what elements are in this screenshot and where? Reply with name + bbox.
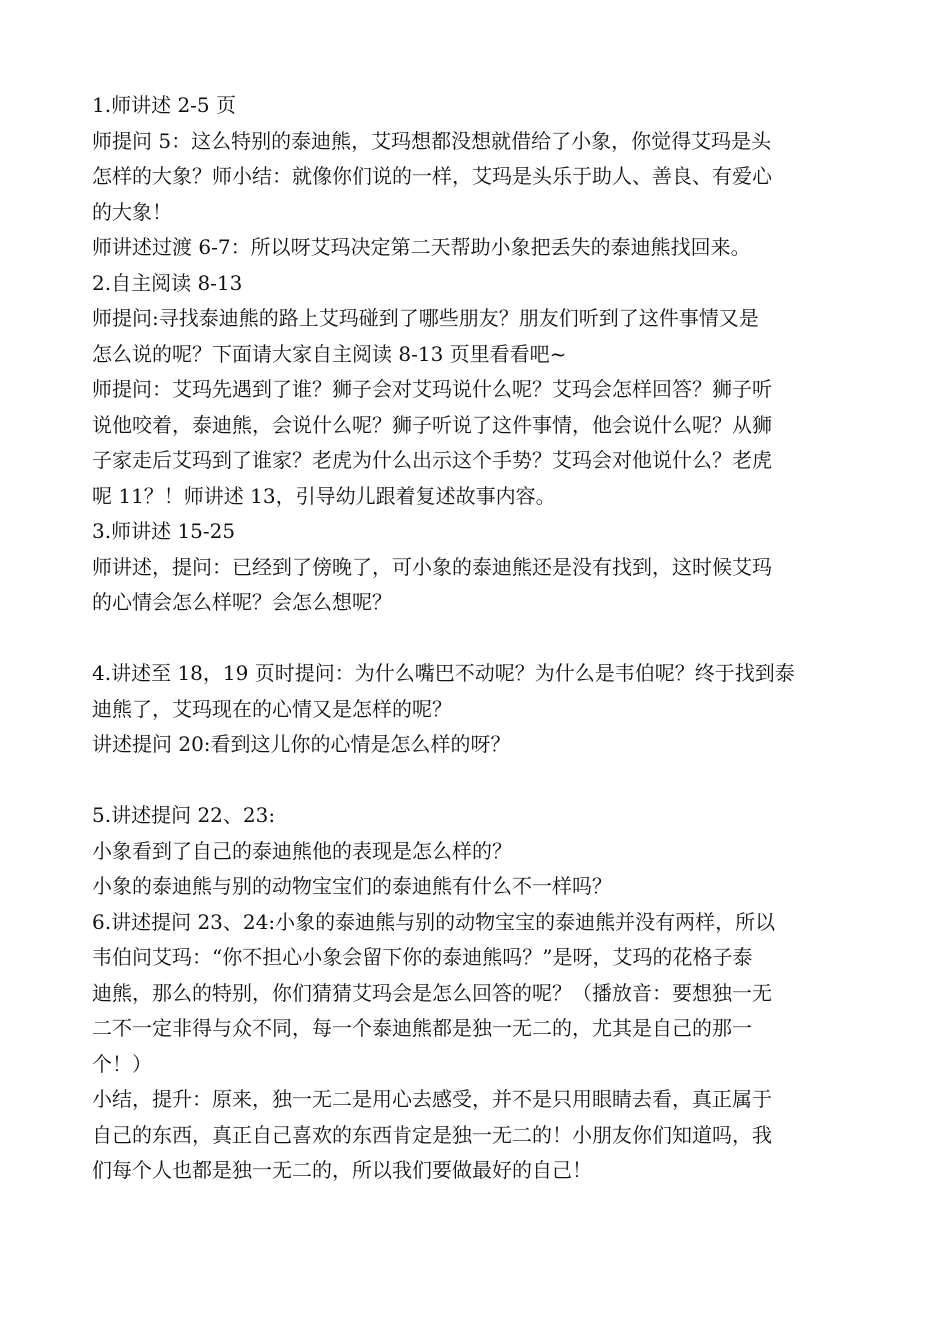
text-line: 迪熊了，艾玛现在的心情又是怎样的呢？ <box>92 696 452 721</box>
text-line: 自己的东西，真正自己喜欢的东西肯定是独一无二的！小朋友你们知道吗，我 <box>92 1122 772 1147</box>
text-line: 的大象！ <box>92 199 172 224</box>
paragraph <box>92 550 882 621</box>
text-line: 3.师讲述 15-25 <box>92 519 236 543</box>
text-line: 师提问：艾玛先遇到了谁？狮子会对艾玛说什么呢？艾玛会怎样回答？狮子听 <box>92 377 772 401</box>
paragraph <box>92 230 882 266</box>
blank-line <box>92 621 882 657</box>
text-line: 师讲述，提问：已经到了傍晚了，可小象的泰迪熊还是没有找到，这时候艾玛 <box>92 554 772 579</box>
text-line: 个！） <box>92 1051 152 1076</box>
text-line: 4.讲述至 18，19 页时提问：为什么嘴巴不动呢？为什么是韦伯呢？终于找到泰 <box>92 661 795 685</box>
text-line: 师提问:寻找泰迪熊的路上艾玛碰到了哪些朋友？朋友们听到了这件事情又是 <box>92 306 759 330</box>
paragraph <box>92 656 882 727</box>
paragraph <box>92 869 882 905</box>
paragraph <box>92 905 882 1083</box>
text-line: 二不一定非得与众不同，每一个泰迪熊都是独一无二的，尤其是自己的那一 <box>92 1016 752 1040</box>
text-line: 的心情会怎么样呢？会怎么想呢？ <box>92 590 392 614</box>
blank-line <box>92 763 882 799</box>
text-line: 怎么说的呢？下面请大家自主阅读 8-13 页里看看吧~ <box>92 341 567 366</box>
paragraph <box>92 727 882 763</box>
text-line: 呢 11？！师讲述 13，引导幼儿跟着复述故事内容。 <box>92 483 556 508</box>
text-line: 子家走后艾玛到了谁家？老虎为什么出示这个手势？艾玛会对他说什么？老虎 <box>92 448 772 472</box>
text-line: 师讲述过渡 6-7：所以呀艾玛决定第二天帮助小象把丢失的泰迪熊找回来。 <box>92 235 751 259</box>
text-line: 师提问 5：这么特别的泰迪熊，艾玛想都没想就借给了小象，你觉得艾玛是头 <box>92 128 772 153</box>
section-heading <box>92 798 882 834</box>
paragraph <box>92 124 882 231</box>
text-line: 韦伯问艾玛：“你不担心小象会留下你的泰迪熊吗？”是呀，艾玛的花格子泰 <box>92 945 753 969</box>
text-line: 讲述提问 20:看到这儿你的心情是怎么样的呀？ <box>92 732 511 756</box>
text-line: 6.讲述提问 23、24:小象的泰迪熊与别的动物宝宝的泰迪熊并没有两样，所以 <box>92 909 776 934</box>
paragraph <box>92 301 882 372</box>
section-heading <box>92 88 882 124</box>
text-line: 小象的泰迪熊与别的动物宝宝们的泰迪熊有什么不一样吗？ <box>92 874 612 898</box>
section-heading <box>92 266 882 302</box>
text-line: 1.师讲述 2-5 页 <box>92 93 237 117</box>
document-page <box>92 88 882 1189</box>
text-line: 怎样的大象？师小结：就像你们说的一样，艾玛是头乐于助人、善良、有爱心 <box>92 164 772 188</box>
text-line: 小象看到了自己的泰迪熊他的表现是怎么样的？ <box>92 838 512 863</box>
paragraph <box>92 834 882 870</box>
text-line: 迪熊，那么的特别，你们猜猜艾玛会是怎么回答的呢？（播放音：要想独一无 <box>92 980 772 1005</box>
text-line: 2.自主阅读 8-13 <box>92 270 243 295</box>
text-line: 说他咬着，泰迪熊，会说什么呢？狮子听说了这件事情，他会说什么呢？从狮 <box>92 412 772 437</box>
text-line: 5.讲述提问 22、23: <box>92 803 276 827</box>
text-line: 们每个人也都是独一无二的，所以我们要做最好的自己！ <box>92 1158 592 1182</box>
paragraph <box>92 372 882 514</box>
text-line: 小结，提升：原来，独一无二是用心去感受，并不是只用眼睛去看，真正属于 <box>92 1087 772 1111</box>
paragraph <box>92 1082 882 1189</box>
section-heading <box>92 514 882 550</box>
